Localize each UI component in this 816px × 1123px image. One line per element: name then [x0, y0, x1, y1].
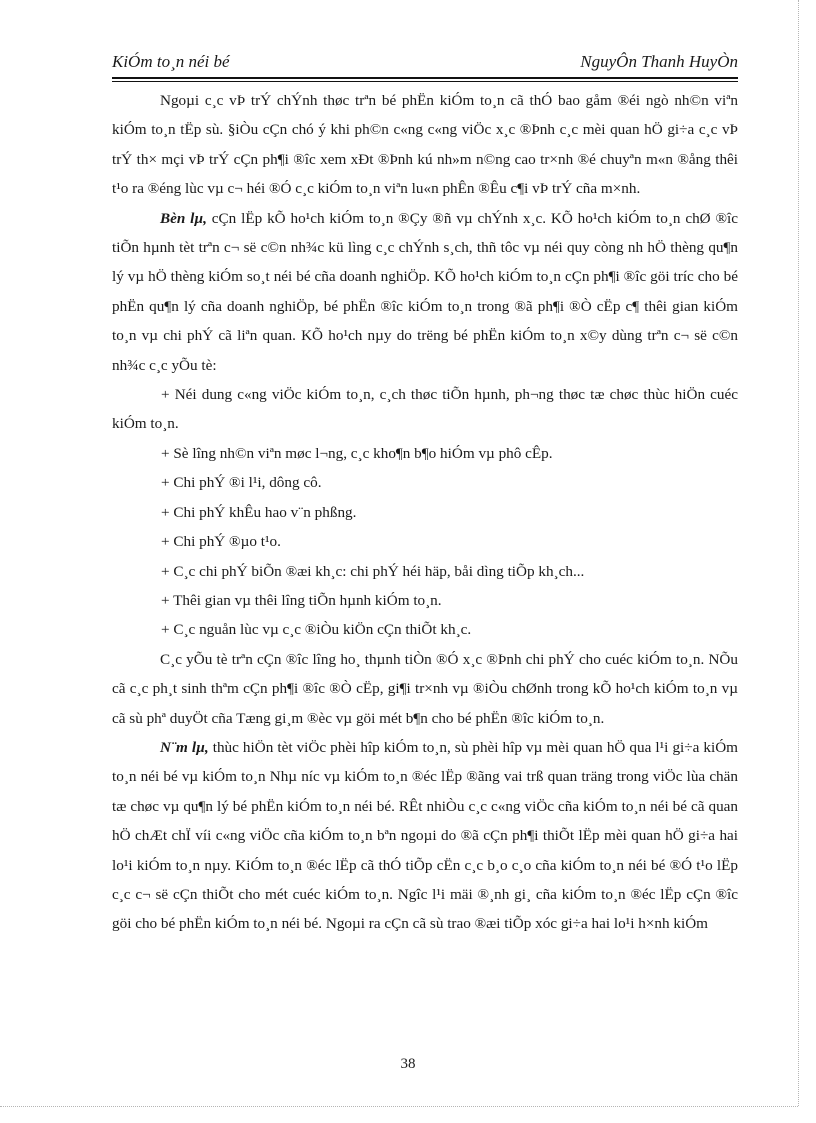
paragraph [112, 645, 738, 733]
list-item [112, 380, 738, 439]
paragraph [112, 733, 738, 939]
paragraph-lead: Bèn lµ, [160, 209, 207, 227]
list-item [112, 615, 738, 644]
paragraph [112, 86, 738, 204]
paragraph-lead: N¨m lµ, [160, 738, 209, 756]
list-item-text: + Chi phÝ ®i l¹i, dông cô. [161, 474, 322, 492]
list-item-text: + C¸c nguån lùc vµ c¸c ®iÒu kiÖn cÇn thiÕt kh¸c. [161, 621, 472, 639]
paragraph-text: thùc hiÖn tèt viÖc phèi hîp kiÓm to¸n, sù phèi hîp vµ mèi quan hÖ qua l¹i gi÷a kiÓm to¸n néi bé vµ kiÓm to¸n Nhµ níc vµ kiÓm to¸n ®éc lËp ®ãng vai trß quan träng trong viÖc lùa chän tæ chøc vµ qu¶n lý bé phËn kiÓm to¸n néi bé. RÊt nhiÒu c¸c c«ng viÖc cña kiÓm to¸n néi bé cã quan hÖ chÆt chÏ víi c«ng viÖc cña kiÓm to¸n bªn ngoµi do ®ã cÇn ph¶i thiÕt lËp mèi quan hÖ gi÷a hai lo¹i kiÓm to¸n nµy. KiÓm to¸n ®éc lËp cã thÓ tiÕp cËn c¸c b¸o c¸o cña kiÓm to¸n néi bé ®Ó t¹o lËp c¸c c¬ së cÇn thiÕt cho mét cuéc kiÓm to¸n. Ngîc l¹i mäi ®¸nh gi¸ cña kiÓm to¸n ®éc lËp cÇn ®îc göi cho bé phËn kiÓm to¸n néi bé. Ngoµi ra cÇn cã sù trao ®æi tiÕp xóc gi÷a hai lo¹i h×nh kiÓm [112, 738, 738, 933]
paragraph [112, 204, 738, 380]
paragraph-text: C¸c yÕu tè trªn cÇn ®îc lîng ho¸ thµnh tiÒn ®Ó x¸c ®Þnh chi phÝ cho cuéc kiÓm to¸n. NÕu cã c¸c ph¸t sinh thªm cÇn ph¶i ®îc ®Ò cËp, gi¶i tr×nh vµ ®iÒu chØnh trong kÕ ho¹ch kiÓm to¸n vµ cã sù phª duyÖt cña Tæng gi¸m ®èc vµ göi mét b¶n cho bé phËn ®îc kiÓm to¸n. [112, 650, 738, 727]
list-item [112, 439, 738, 468]
list-item-text: + C¸c chi phÝ biÕn ®æi kh¸c: chi phÝ héi häp, båi dìng tiÕp kh¸ch... [161, 562, 585, 580]
list-item [112, 586, 738, 615]
header-rule-thin [112, 81, 738, 82]
page-number: 38 [400, 1056, 416, 1072]
list-item [112, 498, 738, 527]
list-item-text: + Sè lîng nh©n viªn møc l¬ng, c¸c kho¶n b¶o hiÓm vµ phô cÊp. [161, 444, 553, 462]
list-item [112, 557, 738, 586]
list-item-text: + Thêi gian vµ thêi lîng tiÕn hµnh kiÓm to¸n. [161, 591, 442, 609]
list-item-text: + Chi phÝ khÊu hao v¨n phßng. [161, 503, 357, 521]
running-header [112, 52, 738, 76]
header-title: KiÓm to¸n néi bé [112, 52, 230, 71]
page-edge-right [798, 0, 799, 1106]
list-item [112, 468, 738, 497]
list-item-text: + Néi dung c«ng viÖc kiÓm to¸n, c¸ch thøc tiÕn hµnh, ph¬ng thøc tæ chøc thùc hiÖn cuéc kiÓm to¸n. [112, 386, 738, 433]
paragraph-text: Ngoµi c¸c vÞ trÝ chÝnh thøc trªn bé phËn kiÓm to¸n cã thÓ bao gåm ®éi ngò nh©n viªn kiÓm to¸n tËp sù. §iÒu cÇn chó ý khi ph©n c«ng c«ng viÖc x¸c ®Þnh c¸c mèi quan hÖ gi÷a c¸c vÞ trÝ th× mçi vÞ trÝ cÇn ph¶i ®îc xem xÐt ®Þnh kú nh»m n©ng cao tr×nh ®é chuyªn m«n ®ång thêi t¹o ra ®éng lùc vµ c¬ héi ®Ó c¸c kiÓm to¸n viªn lu«n phÊn ®Êu c¶i vÞ trÝ cña m×nh. [112, 92, 738, 198]
header-author: NguyÔn Thanh HuyÒn [580, 52, 738, 71]
list-item-text: + Chi phÝ ®µo t¹o. [161, 533, 281, 551]
page-edge-bottom [0, 1106, 798, 1107]
header-rule-thick [112, 77, 738, 79]
paragraph-text: cÇn lËp kÕ ho¹ch kiÓm to¸n ®Çy ®ñ vµ chÝnh x¸c. KÕ ho¹ch kiÓm to¸n chØ ®îc tiÕn hµnh tèt trªn c¬ së c©n nh¾c kü lìng c¸c chÝnh s¸ch, thñ tôc vµ néi quy còng nh hÖ thèng qu¶n lý vµ hÖ thèng kiÓm so¸t néi bé cña doanh nghiÖp. KÕ ho¹ch kiÓm to¸n cÇn ph¶i ®îc göi tríc cho bé phËn qu¶n lý cña doanh nghiÖp, bé phËn ®îc kiÓm to¸n trong ®ã ph¶i ®Ò cËp c¶ thêi gian kiÓm to¸n vµ chi phÝ cã liªn quan. KÕ ho¹ch nµy do trëng bé phËn kiÓm to¸n x©y dùng trªn c¬ së c©n nh¾c c¸c yÕu tè: [112, 209, 739, 374]
body-text [112, 86, 738, 939]
list-item [112, 527, 738, 556]
